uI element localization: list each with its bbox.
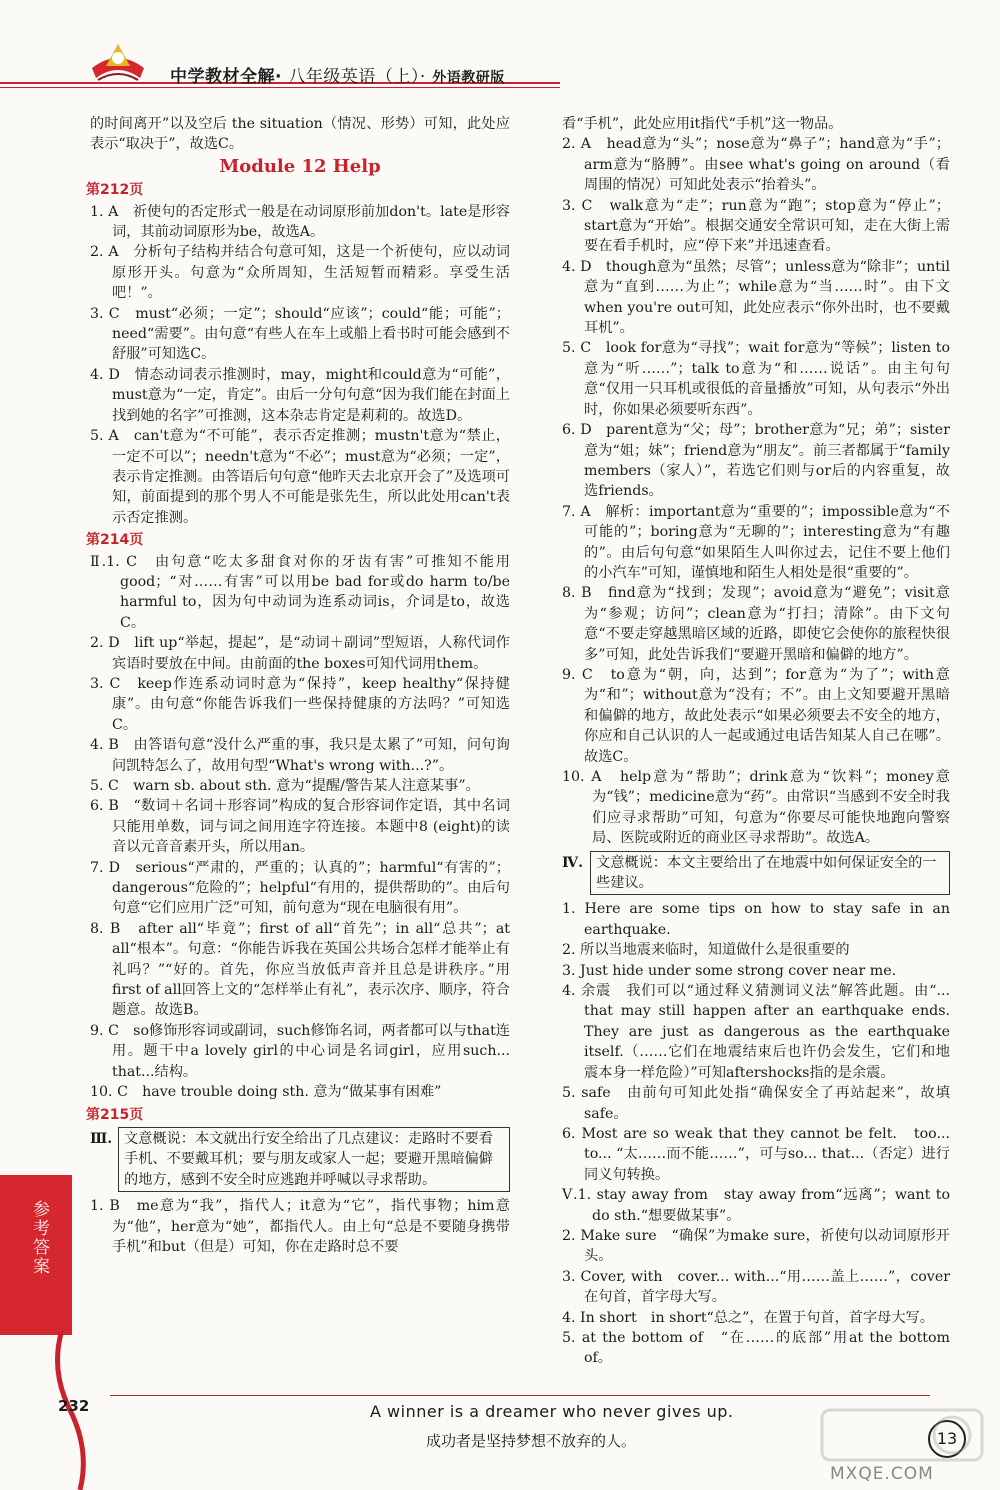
answer-item: 7. A 解析：important意为“重要的”；impossible意为“不可能的”；boring意为“无聊的”；interesting意为“有趣的”。由后句句意“如果陌生人叫你过去，记住不要上他们的小汽车”可知，谨慎地和陌生人相处是很“重要的”。 [562, 503, 950, 581]
answer-item: 3. C must“必须；一定”；should“应该”；could“能；可能”；need“需要”。由句意“有些人在车上或船上看书时可能会感到不舒服”可知选C。 [90, 305, 510, 363]
answer-item: 6. D parent意为“父；母”；brother意为“兄；弟”；sister意为“姐；妹”；friend意为“朋友”。前三者都属于“family members（家人）”，若选它们则与or后的内容重复，故选friends。 [562, 422, 950, 500]
header-rule-thin [0, 87, 560, 88]
answer-item: 2. Make sure “确保”为make sure，祈使句以动词原形开头。 [562, 1227, 950, 1265]
answer-item: 1. A 祈使句的否定形式一般是在动词原形前加don't。late是形容词，其前动词原形为be，故选A。 [90, 203, 510, 241]
circled-page-number: 13 [928, 1420, 966, 1458]
answer-item: 1. Here are some tips on how to stay safe in an earthquake. [562, 901, 950, 938]
left-column [86, 114, 510, 1257]
answer-item: 2. D lift up“举起，提起”，是“动词＋副词”型短语，人称代词作宾语时要放在中间。由前面的the boxes可知代词用them。 [90, 635, 510, 672]
answer-item: 2. A 分析句子结构并结合句意可知，这是一个祈使句，应以动词原形开头。句意为“众所周知，生活短暂而精彩。享受生活吧！”。 [90, 244, 510, 302]
answer-item: 8. B find意为“找到；发现”；avoid意为“避免”；visit意为“参观；访问”；clean意为“打扫；清除”。由下文句意“不要走穿越黑暗区域的近路，即使它会使你的旅程快很多”可知，此处告诉我们“要避开黑暗和偏僻的地方”。 [562, 585, 950, 663]
book-subtitle: 八年级英语（上）· [288, 67, 426, 87]
section-numeral: Ⅲ. [90, 1130, 113, 1147]
side-tab-label: 参考答案 [29, 1200, 49, 1276]
answer-item: 2. 所以当地震来临时，知道做什么是很重要的 [562, 942, 850, 959]
footer-rule [110, 1395, 930, 1396]
page-header [0, 0, 1000, 90]
book-logo-icon [88, 38, 148, 84]
answer-item: 4. B 由答语句意“没什么严重的事，我只是太累了”可知，问句询问凯特怎么了，故用句型“What's wrong with...?”。 [90, 737, 510, 774]
answer-item: 5. A can't意为“不可能”，表示否定推测；mustn't意为“禁止，一定不可以”；needn't意为“不必”；must意为“必须；一定”，表示肯定推测。由答语后句句意“他昨天去北京开会了”及选项可知，前面提到的那个男人不可能是张先生，所以此处用can't表示否定推测。 [90, 428, 510, 526]
module-title: Module 12 Help [219, 155, 381, 177]
page-ref-214: 第214页 [86, 532, 144, 549]
left-intro: 的时间离开”以及空后 the situation（情况、形势）可知，此处应表示“取决于”，故选C。 [90, 116, 510, 153]
answer-item: 2. A head意为“头”；nose意为“鼻子”；hand意为“手”；arm意为“胳膊”。由see what's going on around（看周围的情况）可知此处表示“抬着头”。 [562, 136, 950, 194]
right-column [562, 114, 950, 1369]
answer-item: Ⅱ.1. C 由句意“吃太多甜食对你的牙齿有害”可推知不能用good；“对……有害”可以用be bad for或do harm to/be harmful to，因为句中动词为连系动词is，介词是to，故选C。 [90, 553, 510, 631]
answer-item: 4. D though意为“虽然；尽管”；unless意为“除非”；until意为“直到……为止”；while意为“当……时”。由下文when you're out可知，此处应表示“你外出时，也不要戴耳机”。 [562, 258, 950, 337]
answer-item: 5. safe 由前句可知此处指“确保安全了再站起来”，故填safe。 [562, 1085, 950, 1122]
right-intro: 看“手机”，此处应用it指代“手机”这一物品。 [562, 116, 843, 132]
book-title: 中学教材全解 [170, 67, 275, 87]
answer-item: 3. Cover, with cover... with...“用……盖上……”，cover在句首，首字母大写。 [562, 1268, 950, 1306]
summary-box-wrap [562, 851, 950, 896]
header-title: 中学教材全解· 八年级英语（上）· 外语教研版 [170, 67, 505, 87]
answer-item: 5. C warn sb. about sth. 意为“提醒/警告某人注意某事”。 [90, 778, 480, 794]
summary-box: 文意概说：本文主要给出了在地震中如何保证安全的一些建议。 [590, 851, 950, 896]
answer-item: 10. C have trouble doing sth. 意为“做某事有困难” [90, 1084, 442, 1101]
answer-item: 3. C keep作连系动词时意为“保持”，keep healthy“保持健康”。由句意“你能告诉我们一些保持健康的方法吗？”可知选C。 [90, 675, 510, 733]
page-ref-212: 第212页 [86, 182, 144, 199]
answer-item: 1. B me意为“我”，指代人；it意为“它”，指代事物；him意为“他”，her意为“她”，都指代人。由上句“总是不要随身携带手机”和but（但是）可知，你在走路时总不要 [90, 1198, 510, 1255]
page-ref-215: 第215页 [86, 1106, 144, 1123]
section-numeral: Ⅳ. [562, 854, 584, 871]
answer-item: 4. 余震 我们可以“通过释义猜测词义法”解答此题。由“... that may still happen after an earthquake ends. They are just as dangerous as the earthquake itself.（……它们在地震结束后也许仍会发生，它们和地震本身一样危险）”可知aftershocks指的是余震。 [562, 983, 950, 1081]
answer-item: 3. C walk意为“走”；run意为“跑”；stop意为“停止”；start意为“开始”。根据交通安全常识可知，走在大街上需要在看手机时，应“停下来”并迅速查看。 [562, 197, 950, 255]
answer-item: 7. D serious“严肃的，严重的；认真的”；harmful“有害的”；dangerous“危险的”；helpful“有用的，提供帮助的”。由后句句意“它们应用广泛”可知，前句意为“现在电脑很有用”。 [90, 859, 510, 917]
answer-item: 5. at the bottom of “在……的底部”用at the bottom of。 [562, 1329, 950, 1367]
answer-item: 9. C so修饰形容词或副词，such修饰名词，两者都可以与that连用。题干中a lovely girl的中心词是名词girl，应用such... that...结构。 [90, 1022, 510, 1080]
motto-english: A winner is a dreamer who never gives up. [370, 1402, 734, 1421]
answer-item: 8. B after all“毕竟”；first of all“首先”；in all“总共”；at all“根本”。句意：“你能告诉我在英国公共场合怎样才能举止有礼吗？”“好的。首先，你应当放低声音并且总是讲秩序。”用first of all回答上文的“怎样举止有礼”，表示次序、顺序，符合题意。故选B。 [90, 920, 510, 1019]
answer-item: Ⅴ.1. stay away from stay away from“远离”；want to do sth.“想要做某事”。 [562, 1187, 950, 1224]
answer-item: 4. In short in short“总之”，在置于句首，首字母大写。 [562, 1309, 934, 1326]
summary-box-wrap [90, 1127, 510, 1192]
answer-item: 10. A help意为“帮助”；drink意为“饮料”；money意为“钱”；medicine意为“药”。由常识“当感到不安全时我们应寻求帮助”可知，句意为“你要尽可能快地跑向警察局、医院或附近的商业区寻求帮助”。故选A。 [562, 769, 950, 847]
answer-item: 6. Most are so weak that they cannot be felt. too... to... “太……而不能……”，可与so... that...（否定）进行同义句转换。 [562, 1125, 950, 1183]
motto-chinese: 成功者是坚持梦想不放弃的人。 [426, 1432, 637, 1450]
answer-item: 4. D 情态动词表示推测时，may，might和could意为“可能”，must意为“一定，肯定”。由后一分句句意“因为我们能在封面上找到她的名字”可推测，这本杂志肯定是莉莉的。故选D。 [90, 366, 510, 424]
summary-box: 文意概说：本文就出行安全给出了几点建议：走路时不要看手机、不要戴耳机；要与朋友或家人一起；要避开黑暗偏僻的地方，感到不安全时应逃跑并呼喊以寻求帮助。 [118, 1127, 510, 1192]
page-number: 232 [58, 1397, 90, 1415]
answer-item: 5. C look for意为“寻找”；wait for意为“等候”；listen to意为“听……”；talk to意为“和……说话”。由主句句意“仅用一只耳机或很低的音量播放”可知，从句表示“外出时，你如果必须要听东西”。 [562, 340, 950, 418]
answer-item: 3. Just hide under some strong cover near me. [562, 962, 897, 979]
answer-item: 6. B “数词＋名词＋形容词”构成的复合形容词作定语，其中名词只能用单数，词与词之间用连字符连接。本题中8 (eight)的读音以元音音素开头，所以用an。 [90, 798, 510, 856]
answer-item: 9. C to意为“朝，向，达到”；for意为“为了”；with意为“和”；without意为“没有；不”。由上文知要避开黑暗和偏僻的地方，故此处表示“如果必须要去不安全的地方，你应和自己认识的人一起或通过电话告知某人自己在哪”。故选C。 [562, 666, 950, 765]
watermark-url: MXQE.COM [830, 1464, 934, 1484]
book-publisher: 外语教研版 [432, 70, 505, 86]
